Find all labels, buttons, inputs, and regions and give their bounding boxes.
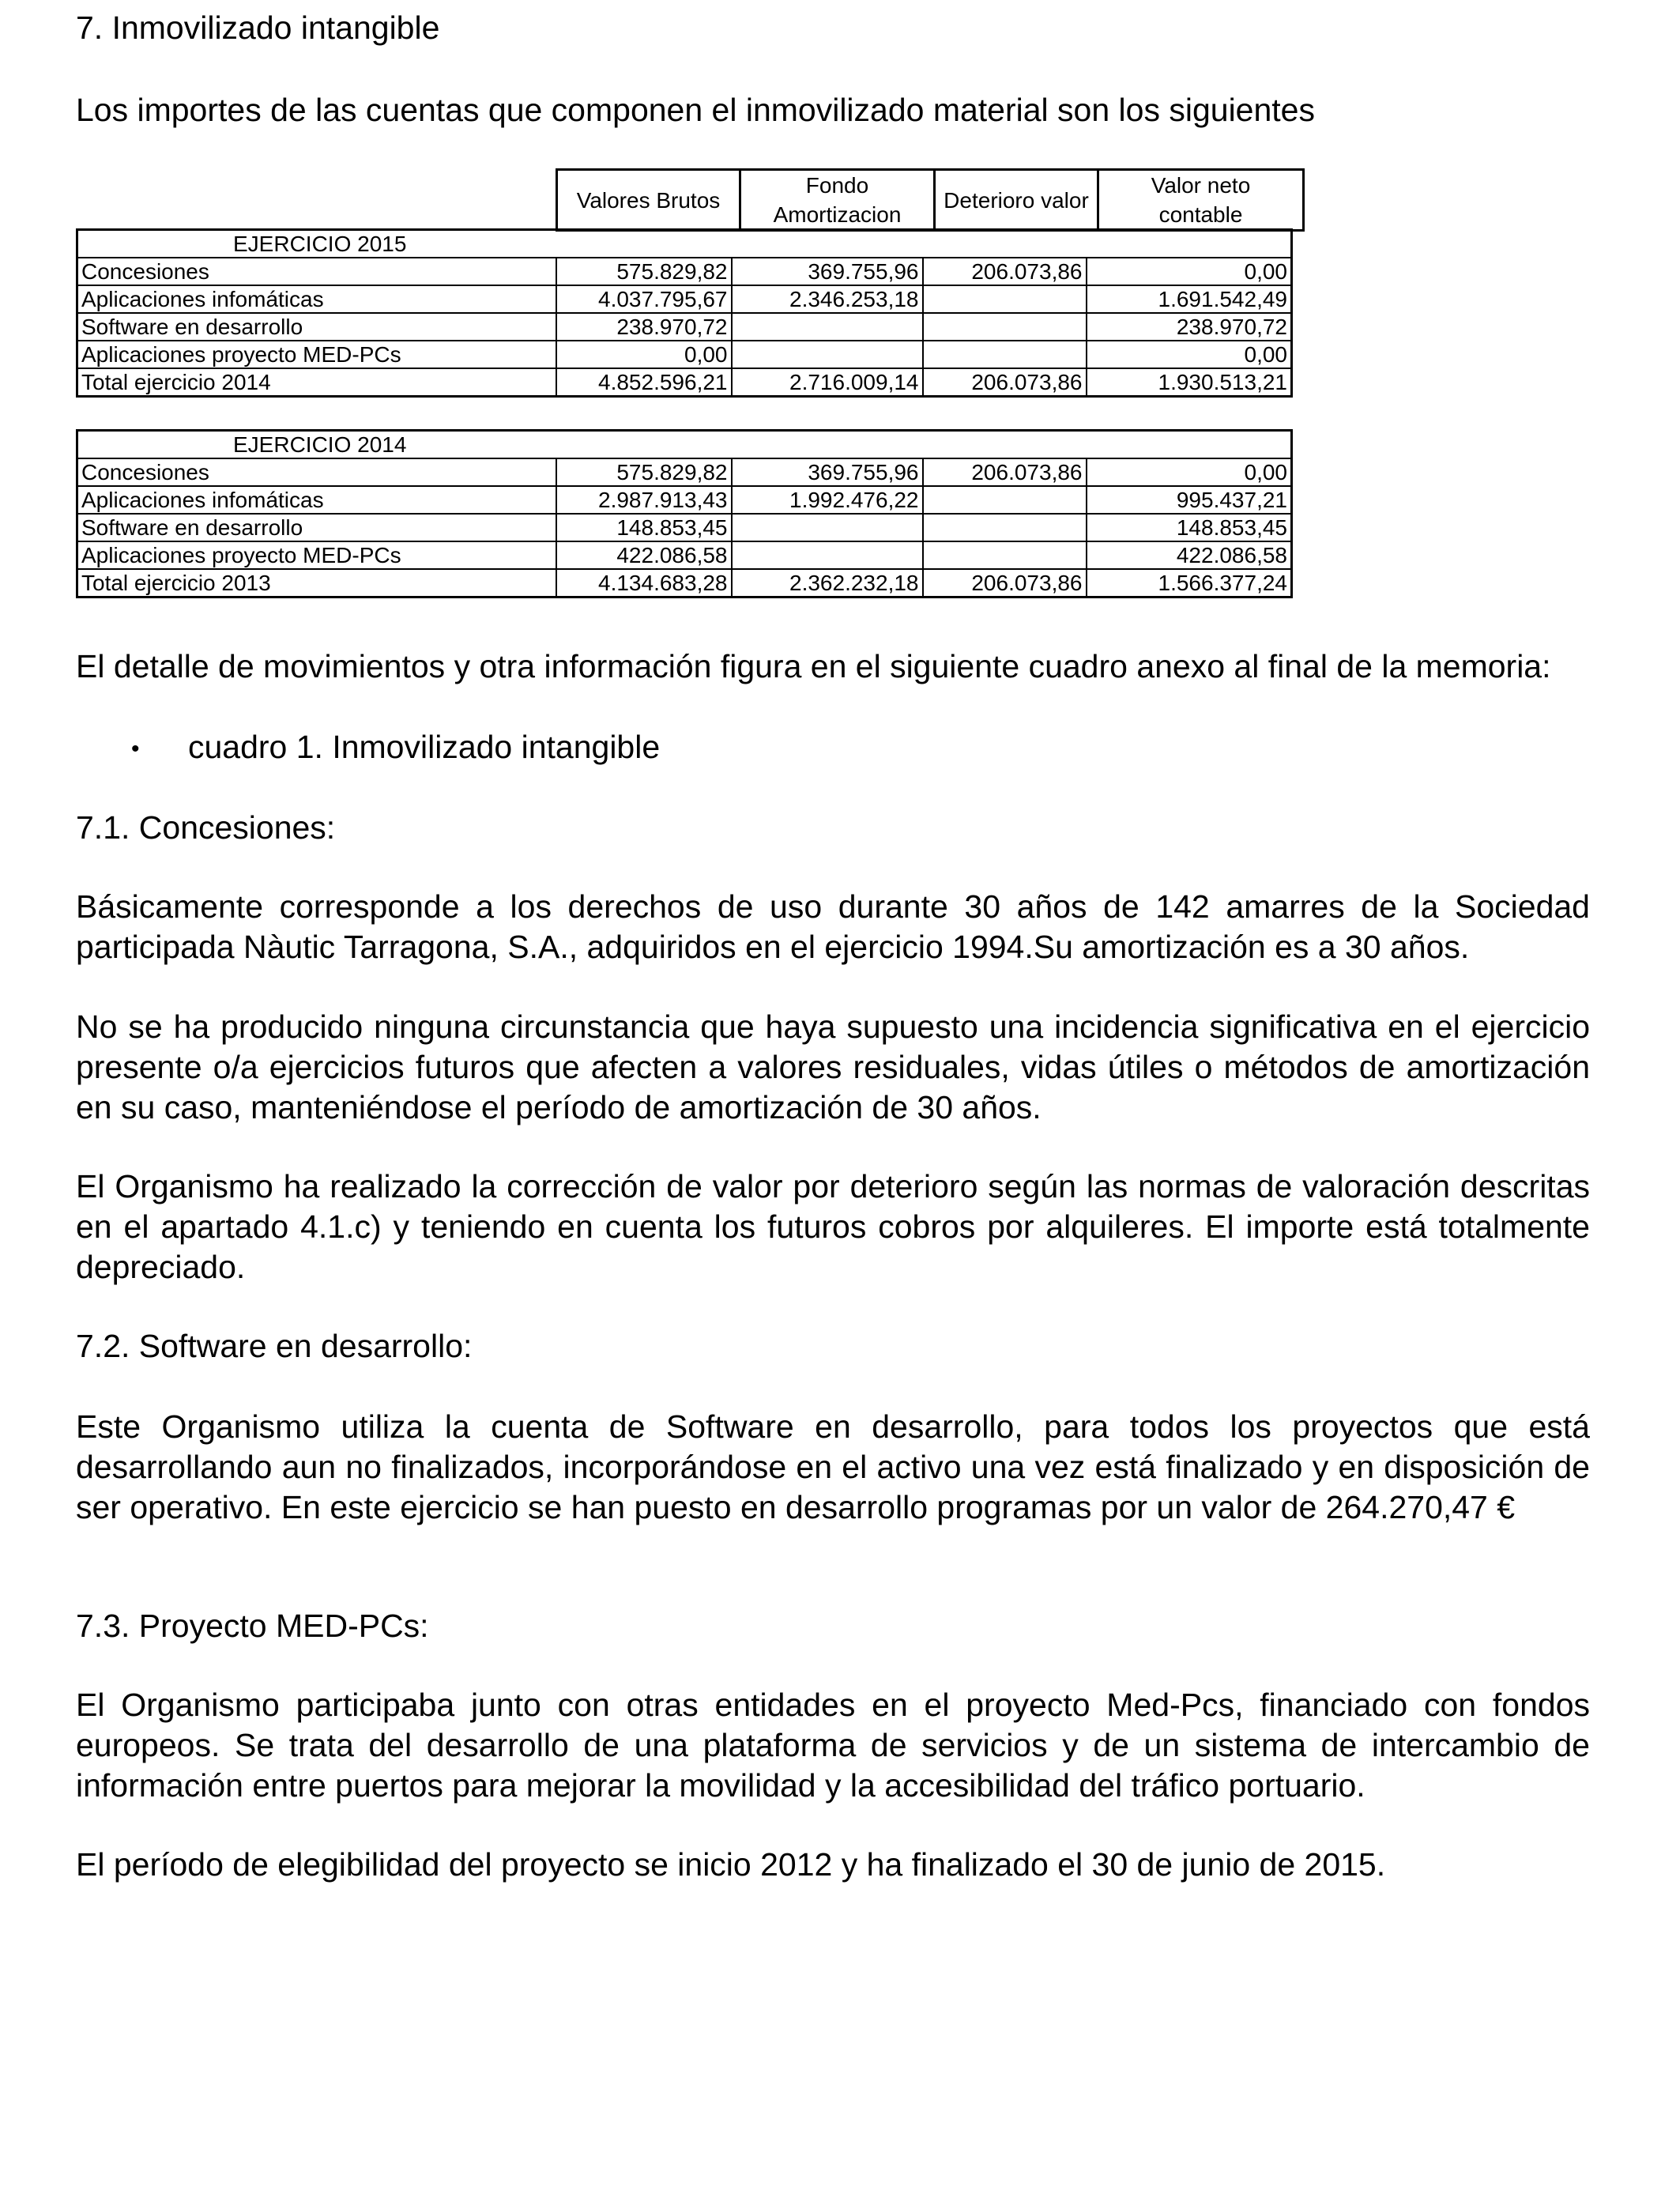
cell-fondo <box>732 514 923 541</box>
total-fondo: 2.362.232,18 <box>732 569 923 598</box>
row-label: Aplicaciones infomáticas <box>77 486 556 514</box>
cell-valor-neto: 238.970,72 <box>1087 313 1292 341</box>
bullet-icon: • <box>131 736 140 762</box>
total-row <box>77 368 1292 397</box>
block-title-row <box>77 431 1292 459</box>
table-row <box>77 341 1292 368</box>
total-valor-neto: 1.566.377,24 <box>1087 569 1292 598</box>
header-deterioro-valor: Deterioro valor <box>935 170 1098 231</box>
cell-deterioro <box>923 313 1087 341</box>
table-row <box>77 541 1292 569</box>
total-label: Total ejercicio 2014 <box>77 368 556 397</box>
row-label: Aplicaciones proyecto MED-PCs <box>77 541 556 569</box>
total-valores-brutos: 4.852.596,21 <box>556 368 732 397</box>
header-fondo-line1: Fondo <box>805 173 869 198</box>
row-label: Aplicaciones infomáticas <box>77 285 556 313</box>
table-row <box>77 285 1292 313</box>
total-fondo: 2.716.009,14 <box>732 368 923 397</box>
total-valores-brutos: 4.134.683,28 <box>556 569 732 598</box>
header-valor-line2: contable <box>1158 202 1243 227</box>
total-valor-neto: 1.930.513,21 <box>1087 368 1292 397</box>
row-label: Software en desarrollo <box>77 514 556 541</box>
table-row <box>77 458 1292 486</box>
section-7-1-title: 7.1. Concesiones: <box>76 809 336 846</box>
block-title-row <box>77 230 1292 258</box>
header-fondo-amortizacion <box>740 170 935 231</box>
intro-paragraph: Los importes de las cuentas que componen el inmovilizado material son los siguientes <box>76 92 1315 128</box>
cell-valores-brutos: 148.853,45 <box>556 514 732 541</box>
header-fondo-line2: Amortizacion <box>773 202 902 227</box>
block-title: EJERCICIO 2014 <box>77 431 1292 459</box>
cell-deterioro <box>923 486 1087 514</box>
cell-valor-neto: 0,00 <box>1087 341 1292 368</box>
row-label: Aplicaciones proyecto MED-PCs <box>77 341 556 368</box>
total-deterioro: 206.073,86 <box>923 368 1087 397</box>
cell-fondo <box>732 313 923 341</box>
cell-valor-neto: 995.437,21 <box>1087 486 1292 514</box>
cell-deterioro <box>923 514 1087 541</box>
section-7-1-paragraph-2: No se ha producido ninguna circunstancia que haya supuesto una incidencia significativa en el ejercicio presente o/a ejercicios futuros que afecten a valores residuales, vidas útiles o métodos de amortización en su caso, manteniéndose el período de amortización de 30 años. <box>76 1008 1590 1125</box>
cell-valores-brutos: 422.086,58 <box>556 541 732 569</box>
total-label: Total ejercicio 2013 <box>77 569 556 598</box>
cell-fondo <box>732 541 923 569</box>
section-7-1-paragraph-3: El Organismo ha realizado la corrección de valor por deterioro según las normas de valoración descritas en el apartado 4.1.c) y teniendo en cuenta los futuros cobros por alquileres. El importe está totalmente depreciado. <box>76 1168 1590 1285</box>
cell-valores-brutos: 575.829,82 <box>556 458 732 486</box>
table-row <box>77 486 1292 514</box>
detail-paragraph: El detalle de movimientos y otra información figura en el siguiente cuadro anexo al final de la memoria: <box>76 648 1551 684</box>
table-block-2014 <box>76 429 1293 598</box>
bullet-item: cuadro 1. Inmovilizado intangible <box>188 729 661 765</box>
total-deterioro: 206.073,86 <box>923 569 1087 598</box>
cell-valor-neto: 422.086,58 <box>1087 541 1292 569</box>
cell-fondo: 2.346.253,18 <box>732 285 923 313</box>
header-valor-line1: Valor neto <box>1151 173 1251 198</box>
cell-valores-brutos: 4.037.795,67 <box>556 285 732 313</box>
section-7-3-paragraph-1: El Organismo participaba junto con otras entidades en el proyecto Med-Pcs, financiado con fondos europeos. Se trata del desarrollo de una plataforma de servicios y de un sistema de intercambio de información entre puertos para mejorar la movilidad y la accesibilidad del tráfico portuario. <box>76 1687 1590 1804</box>
cell-deterioro: 206.073,86 <box>923 258 1087 285</box>
cell-fondo: 369.755,96 <box>732 458 923 486</box>
cell-deterioro <box>923 285 1087 313</box>
table-row <box>77 258 1292 285</box>
table-block-2015 <box>76 228 1293 398</box>
cell-valor-neto: 0,00 <box>1087 458 1292 486</box>
cell-valor-neto: 1.691.542,49 <box>1087 285 1292 313</box>
cell-deterioro: 206.073,86 <box>923 458 1087 486</box>
total-row <box>77 569 1292 598</box>
cell-valores-brutos: 2.987.913,43 <box>556 486 732 514</box>
section-7-2-title: 7.2. Software en desarrollo: <box>76 1328 473 1364</box>
section-7-3-paragraph-2: El período de elegibilidad del proyecto se inicio 2012 y ha finalizado el 30 de junio de 2015. <box>76 1846 1386 1883</box>
cell-valores-brutos: 575.829,82 <box>556 258 732 285</box>
section-title: 7. Inmovilizado intangible <box>76 9 440 46</box>
header-valor-neto <box>1098 170 1304 231</box>
section-7-3-title: 7.3. Proyecto MED-PCs: <box>76 1608 429 1644</box>
row-label: Concesiones <box>77 458 556 486</box>
row-label: Software en desarrollo <box>77 313 556 341</box>
table-row <box>77 514 1292 541</box>
cell-deterioro <box>923 341 1087 368</box>
cell-fondo: 369.755,96 <box>732 258 923 285</box>
cell-deterioro <box>923 541 1087 569</box>
section-7-1-paragraph-1: Básicamente corresponde a los derechos de uso durante 30 años de 142 amarres de la Sociedad participada Nàutic Tarragona, S.A., adquiridos en el ejercicio 1994.Su amortización es a 30 años. <box>76 888 1590 965</box>
row-label: Concesiones <box>77 258 556 285</box>
section-7-2-paragraph-1: Este Organismo utiliza la cuenta de Software en desarrollo, para todos los proyectos que está desarrollando aun no finalizados, incorporándose en el activo una vez está finalizado y en disposición de ser operativo. En este ejercicio se han puesto en desarrollo programas por un valor de 264.270,47 € <box>76 1408 1590 1525</box>
cell-valor-neto: 0,00 <box>1087 258 1292 285</box>
table-header <box>556 168 1305 232</box>
cell-valores-brutos: 0,00 <box>556 341 732 368</box>
table-row <box>77 313 1292 341</box>
block-title: EJERCICIO 2015 <box>77 230 1292 258</box>
cell-fondo <box>732 341 923 368</box>
cell-fondo: 1.992.476,22 <box>732 486 923 514</box>
header-valores-brutos: Valores Brutos <box>557 170 740 231</box>
cell-valores-brutos: 238.970,72 <box>556 313 732 341</box>
cell-valor-neto: 148.853,45 <box>1087 514 1292 541</box>
